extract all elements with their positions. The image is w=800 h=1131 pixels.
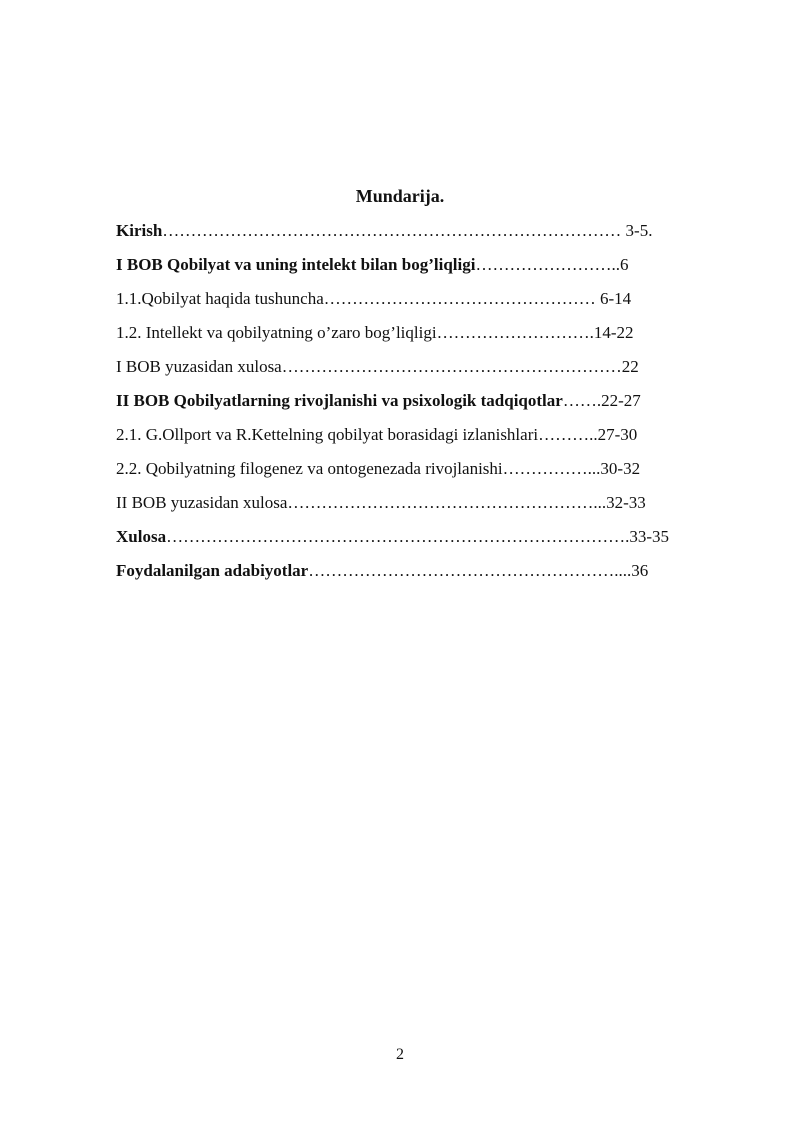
toc-entry-adabiyotlar — [116, 560, 756, 594]
toc-label: 2.1. G.Ollport va R.Kettelning qobilyat borasidagi izlanishlari — [116, 425, 539, 444]
toc-page: 33-35 — [629, 527, 669, 546]
toc-label: 1.1.Qobilyat haqida tushuncha — [116, 289, 324, 308]
toc-entry-bob-1-xulosa — [116, 356, 756, 390]
toc-entry-1-2 — [116, 322, 756, 356]
toc-entry-bob-2 — [116, 390, 756, 424]
toc-entry-bob-1 — [116, 254, 756, 288]
toc-label: II BOB Qobilyatlarning rivojlanishi va psixologik tadqiqotlar — [116, 391, 563, 410]
table-of-contents — [116, 220, 756, 594]
toc-entry-1-1 — [116, 288, 756, 322]
toc-entry-2-1 — [116, 424, 756, 458]
toc-page: 14-22 — [593, 323, 634, 342]
page-number: 2 — [396, 1046, 404, 1063]
toc-label: Foydalanilgan adabiyotlar — [116, 561, 309, 580]
toc-leader: ………………………………………… — [323, 289, 600, 308]
toc-entry-2-2 — [116, 458, 756, 492]
toc-leader: …………………….. — [475, 255, 620, 274]
toc-label: I BOB yuzasidan xulosa — [116, 357, 282, 376]
toc-entry-bob-2-xulosa — [116, 492, 756, 526]
toc-label: Xulosa — [116, 527, 167, 546]
toc-leader: ………………………. — [436, 323, 594, 342]
toc-leader: ……….. — [538, 425, 598, 444]
toc-page: ...36 — [618, 561, 649, 580]
toc-page: 3-5. — [621, 221, 653, 240]
toc-page: 22-27 — [601, 391, 641, 410]
toc-page: 30-32 — [600, 459, 641, 478]
toc-leader: ……………………………………………………………………… — [162, 221, 622, 240]
toc-page: 27-30 — [597, 425, 638, 444]
page-title: Mundarija. — [355, 186, 445, 206]
toc-label: I BOB Qobilyat va uning intelekt bilan bog’liqligi — [116, 255, 476, 274]
toc-leader: ……. — [562, 391, 602, 410]
toc-leader: ………………………………………………. — [308, 561, 619, 580]
toc-leader: ………………………………………………... — [287, 493, 607, 512]
toc-label: II BOB yuzasidan xulosa — [116, 493, 288, 512]
toc-label: 2.2. Qobilyatning filogenez va ontogenezada rivojlanishi — [116, 459, 503, 478]
toc-label: Kirish — [116, 221, 163, 240]
toc-leader: ………………………………………………………………………. — [166, 527, 630, 546]
toc-leader: ……………... — [502, 459, 601, 478]
toc-leader: …………………………………………………… — [281, 357, 622, 376]
toc-label: 1.2. Intellekt va qobilyatning o’zaro bog’liqligi — [116, 323, 437, 342]
toc-page: 32-33 — [606, 493, 646, 512]
toc-entry-xulosa — [116, 526, 756, 560]
toc-page: 6-14 — [600, 289, 632, 308]
toc-page: 22 — [621, 357, 639, 376]
toc-entry-kirish — [116, 220, 756, 254]
toc-page: 6 — [619, 255, 629, 274]
